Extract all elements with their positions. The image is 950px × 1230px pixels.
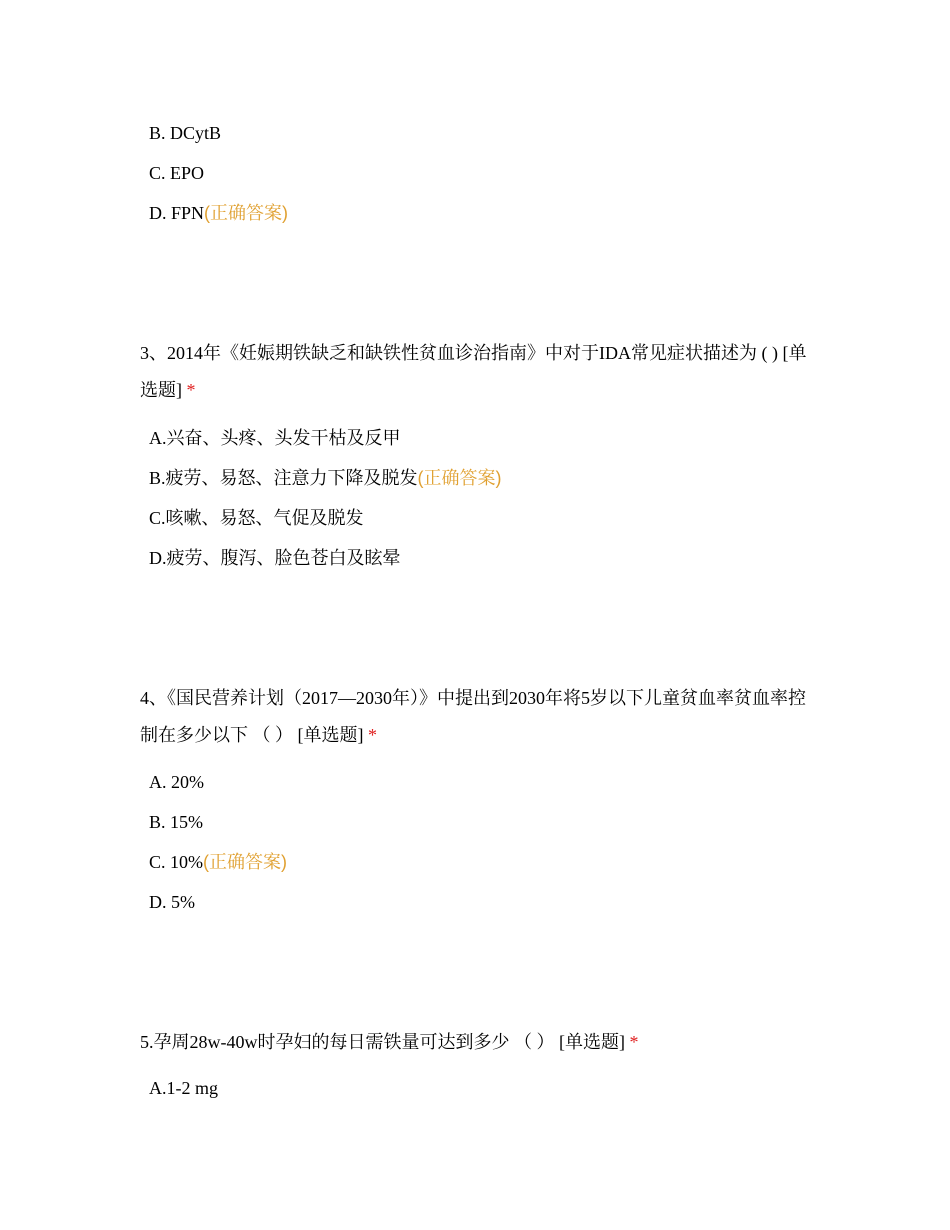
q5-option-a-text: A.1-2 mg (149, 1078, 218, 1098)
q5-question-text: 5.孕周28w-40w时孕妇的每日需铁量可达到多少 （ ） [单选题] (140, 1032, 625, 1052)
required-mark: * (629, 1032, 639, 1052)
q3-question (140, 335, 820, 409)
q2-option-d-text: D. FPN (149, 203, 205, 223)
required-mark: * (368, 725, 377, 745)
correct-answer-label: (正确答案) (417, 468, 502, 488)
q4-question-text: 4、《国民营养计划（2017—2030年）》中提出到2030年将5岁以下儿童贫血率贫血率控制在多少以下 （ ） [单选题] (140, 688, 806, 745)
q4-option-d-text: D. 5% (149, 892, 195, 912)
q2-option-d (149, 202, 288, 224)
q4-option-b (149, 811, 203, 833)
q4-question (140, 680, 820, 754)
q2-option-b (149, 122, 221, 144)
q3-option-c (149, 507, 364, 529)
q4-option-b-text: B. 15% (149, 812, 203, 832)
q4-option-c (149, 851, 287, 873)
q3-option-b (149, 467, 502, 489)
q2-option-b-text: B. DCytB (149, 123, 222, 143)
required-mark: * (186, 380, 196, 400)
q4-option-d (149, 891, 195, 913)
q4-option-a-text: A. 20% (149, 772, 204, 792)
correct-answer-label: (正确答案) (204, 203, 289, 223)
q3-option-d (149, 547, 401, 569)
q4-option-c-text: C. 10% (149, 852, 203, 872)
q2-option-c-text: C. EPO (149, 163, 205, 183)
q3-option-d-text: D.疲劳、腹泻、脸色苍白及眩晕 (149, 548, 401, 568)
q3-question-text: 3、2014年《妊娠期铁缺乏和缺铁性贫血诊治指南》中对于IDA常见症状描述为 ( ) [单选题] (140, 343, 807, 400)
q3-option-a (149, 427, 401, 449)
q5-option-a (149, 1077, 218, 1099)
correct-answer-label: (正确答案) (203, 852, 287, 872)
q3-option-a-text: A.兴奋、头疼、头发干枯及反甲 (149, 428, 401, 448)
q4-option-a (149, 771, 204, 793)
q2-option-c (149, 162, 204, 184)
q5-question (140, 1024, 820, 1061)
q3-option-c-text: C.咳嗽、易怒、气促及脱发 (149, 508, 364, 528)
q3-option-b-text: B.疲劳、易怒、注意力下降及脱发 (149, 468, 418, 488)
